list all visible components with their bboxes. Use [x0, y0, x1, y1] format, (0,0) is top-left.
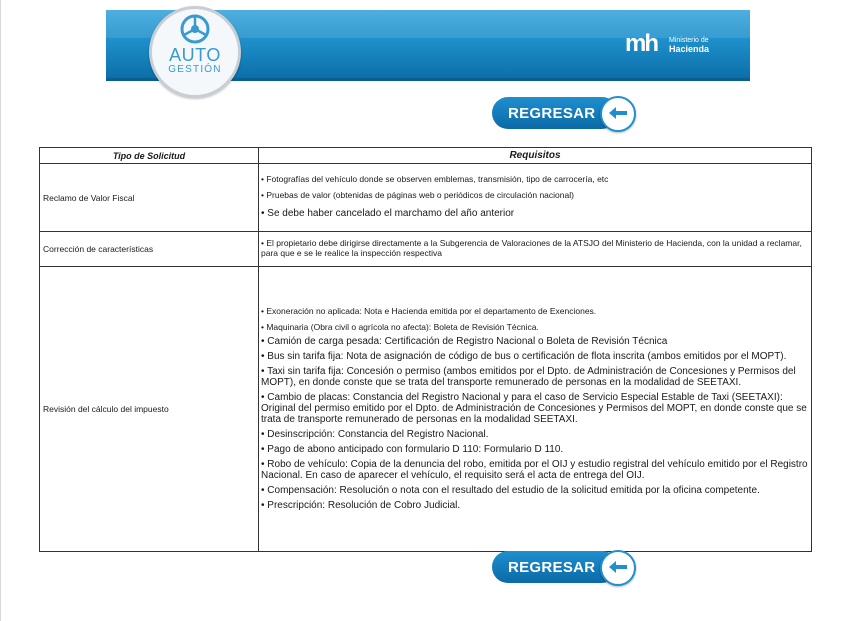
requirement-item: • Camión de carga pesada: Certificación de Registro Nacional o Boleta de Revisión Técnica	[261, 335, 668, 347]
row-requirements-cell	[259, 267, 812, 552]
row-type-cell: Reclamo de Valor Fiscal	[40, 164, 259, 232]
requisitos-table	[39, 147, 812, 552]
steering-wheel-icon	[180, 14, 210, 44]
requirement-item: • Desinscripción: Constancia del Registro Nacional.	[261, 428, 489, 440]
header-tipo-solicitud: Tipo de Solicitud	[40, 148, 259, 164]
regresar-label: REGRESAR	[508, 559, 596, 576]
mh-logo-line1: Ministerio de	[669, 37, 709, 44]
mh-logo-line2: Hacienda	[669, 44, 710, 54]
row-requirements-cell	[259, 164, 812, 232]
autogestion-logo[interactable]	[149, 6, 241, 98]
regresar-button-bottom[interactable]	[492, 550, 640, 586]
requirement-item: • Se debe haber cancelado el marchamo del año anterior	[261, 208, 515, 219]
arrow-left-icon	[608, 105, 628, 121]
requirement-item: • Robo de vehículo: Copia de la denuncia del robo, emitida por el OIJ y estudio registral del vehículo emitido por el Registro Nacional. En caso de aparecer el vehículo, el requisito será el acta de entrega del OIJ.	[261, 458, 808, 481]
requirement-item: • Compensación: Resolución o nota con el resultado del estudio de la solicitud emitida por la oficina competente.	[261, 484, 760, 496]
page-left-border	[0, 0, 1, 621]
requirement-item: • Maquinaria (Obra civil o agrícola no afecta): Boleta de Revisión Técnica.	[261, 321, 539, 332]
requirement-item: • Bus sin tarifa fija: Nota de asignación de código de bus o certificación de flota inscrita (ambos emitidos por el MOPT).	[261, 350, 787, 362]
requirement-item: • Prescripción: Resolución de Cobro Judicial.	[261, 499, 461, 511]
table-row	[40, 267, 812, 552]
logo-gestion-text: GESTIÓN	[168, 64, 222, 75]
requirement-item: • Pago de abono anticipado con formulario D 110: Formulario D 110.	[261, 443, 564, 455]
row-requirements-cell	[259, 232, 812, 267]
mh-logo-mark: mh	[625, 30, 657, 57]
row-type-cell: Corrección de características	[40, 232, 259, 267]
table-row	[40, 164, 812, 232]
requirement-item: • Exoneración no aplicada: Nota e Hacienda emitida por el departamento de Exenciones.	[261, 305, 597, 316]
regresar-button-top[interactable]	[492, 96, 640, 132]
requirement-item: • Pruebas de valor (obtenidas de páginas web o periódicos de circulación nacional)	[261, 190, 574, 200]
requirement-item: • El propietario debe dirigirse directamente a la Subgerencia de Valoraciones de la ATSJO del Ministerio de Hacienda, con la unidad a reclamar, para que e se le realice la inspección respectiva	[261, 238, 802, 258]
table-header-row	[40, 148, 812, 164]
arrow-left-icon	[608, 559, 628, 575]
requirement-item: • Taxi sin tarifa fija: Concesión o permiso (ambos emitidos por el Dpto. de Administración de Concesiones y Permisos del MOPT), en donde conste que se trata del transporte remunerado de personas en la modalidad de SEETAXI.	[261, 365, 796, 388]
logo-auto-text: AUTO	[169, 45, 221, 65]
requirement-item: • Cambio de placas: Constancia del Registro Nacional y para el caso de Servicio Especial Estable de Taxi (SEETAXI): Original del permiso emitido por el Dpto. de Administración de Concesiones y Permisos del MOPT, en donde conste que se trata de transporte remunerado de personas en la modalidad SEETAXI.	[261, 391, 807, 425]
ministerio-hacienda-logo	[625, 32, 715, 58]
table-row	[40, 232, 812, 267]
header-requisitos: Requisitos	[259, 148, 812, 164]
requirement-item: • Fotografías del vehículo donde se observen emblemas, transmisión, tipo de carrocería, etc	[261, 174, 609, 184]
row-type-cell: Revisión del cálculo del impuesto	[40, 267, 259, 552]
regresar-label: REGRESAR	[508, 105, 596, 122]
